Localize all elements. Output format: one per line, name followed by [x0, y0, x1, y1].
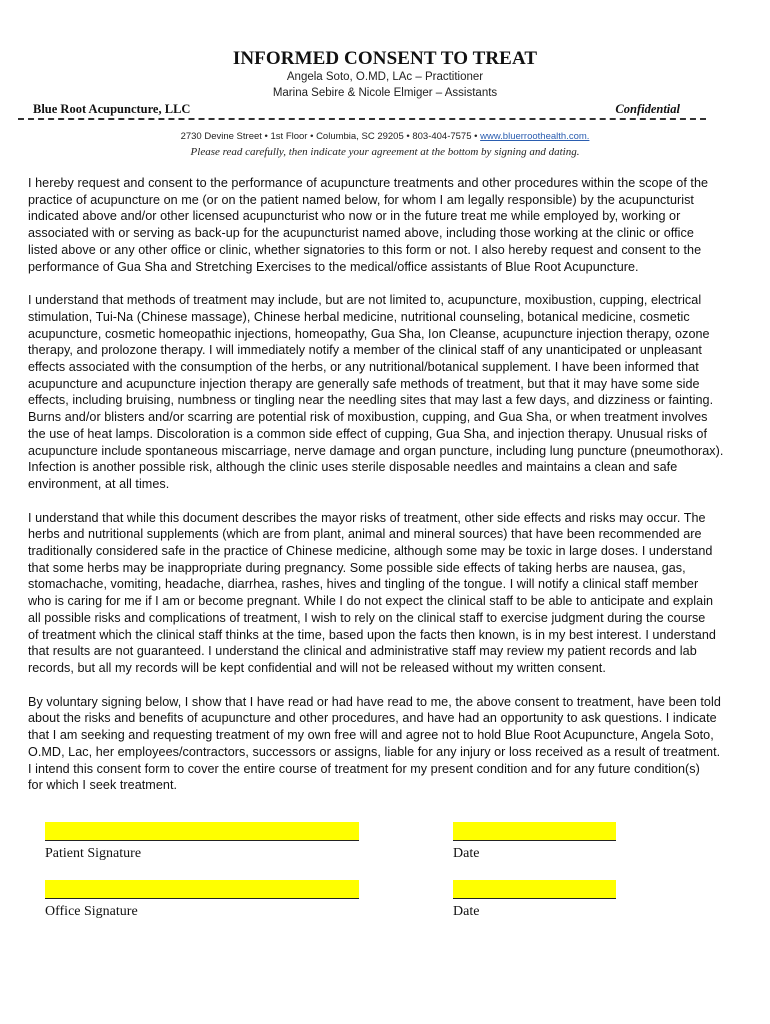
confidential-label: Confidential [615, 102, 680, 116]
paragraph-consent-request [28, 175, 768, 275]
body-line: all possible risks and complications of treatment, I wish to rely on the clinical staff to exercise judgment during the course [28, 610, 706, 625]
body-line: about the risks and benefits of acupuncture and other procedures, and have had an opportunity to ask questions. I indicate [28, 711, 717, 726]
body-line: indicated above and/or other licensed acupuncturist who now or in the future treat me while employed by, working or [28, 209, 681, 224]
body-line: Burns and/or blisters and/or scarring are potential risk of moxibustion, cupping, and Gua Sha, or when treatment involves [28, 410, 708, 425]
office-date-label: Date [453, 904, 480, 919]
body-line: Infection is another possible risk, although the clinic uses sterile disposable needles and maintains a clean and safe [28, 460, 678, 475]
patient-date-block [453, 822, 616, 862]
body-line: I understand that methods of treatment may include, but are not limited to, acupuncture, moxibustion, cupping, electrical [28, 293, 702, 308]
office-date-field[interactable] [453, 880, 616, 899]
assistants-line: Marina Sebire & Nicole Elmiger – Assistants [272, 87, 498, 99]
consent-body [28, 175, 768, 811]
body-line: I understand that while this document describes the mayor risks of treatment, other side effects and risks may occur. The [28, 510, 706, 525]
office-signature-label: Office Signature [45, 904, 138, 919]
office-date-block [453, 880, 616, 920]
body-line: effects associated with the consumption of the herbs, or any nutritional/botanical supplement. I have been informed that [28, 360, 699, 375]
company-name: Blue Root Acupuncture, LLC [33, 102, 191, 116]
body-line: performance of Gua Sha and Stretching Exercises to the medical/office assistants of Blue Root Acupuncture. [28, 259, 639, 274]
body-line: effects, including bruising, numbness or tingling near the needling sites that may last a few days, and dizziness or fainting. [28, 393, 714, 408]
body-line: the use of heat lamps. Discoloration is a common side effect of cupping, Gua Sha, and injection therapy. Unusual risks of [28, 426, 708, 441]
body-line: that some herbs may be inappropriate during pregnancy. Some possible side effects of taking herbs are nausea, gas, [28, 560, 686, 575]
patient-signature-field[interactable] [45, 822, 359, 841]
body-line: that I am seeking and requesting treatment of my own free will and agree not to hold Blue Root Acupuncture, Angela Soto, [28, 728, 714, 743]
patient-signature-block [45, 822, 359, 862]
body-line: of treatment which the clinical staff thinks at the time, based upon the facts then known, is in my best interest. I understand [28, 627, 716, 642]
paragraph-risks [28, 510, 768, 677]
body-line: listed above or any other office or clinic, whether signatories to this form or not. I also hereby request and consent to the [28, 242, 702, 257]
body-line: that results are not guaranteed. I understand the clinical and administrative staff may review my patient records and lab [28, 644, 697, 659]
body-line: therapy, and prolozone therapy. I will immediately notify a member of the clinical staff of any unanticipated or unpleasant [28, 343, 702, 358]
body-line: By voluntary signing below, I show that I have read or had have read to me, the above consent to treatment, have been told [28, 694, 721, 709]
body-line: for which I seek treatment. [28, 778, 178, 793]
body-line: environment, at all times. [28, 476, 170, 491]
body-line: stimulation, Tui-Na (Chinese massage), Chinese herbal medicine, nutritional counseling, botanical medicine, cosmetic [28, 309, 690, 324]
address-line [0, 131, 770, 142]
body-line: I hereby request and consent to the performance of acupuncture treatments and other procedures within the scope of the [28, 176, 709, 190]
body-line: herbs and nutritional supplements (which are from plant, animal and mineral sources) that have been recommended are [28, 527, 702, 542]
office-signature-block [45, 880, 359, 920]
patient-signature-label: Patient Signature [45, 846, 142, 861]
body-line: stomachache, vomiting, headache, diarrhea, rashes, hives and tingling of the tongue. I will notify a clinical staff member [28, 577, 699, 592]
paragraph-treatment-methods [28, 292, 768, 492]
website-link[interactable]: www.bluerroothealth.com. [480, 131, 590, 142]
body-line: records, but all my records will be kept confidential and will not be released without my written consent. [28, 660, 606, 675]
practitioner-line: Angela Soto, O.MD, LAc – Practitioner [286, 71, 484, 83]
body-line: practice of acupuncture on me (or on the patient named below, for whom I am legally responsible) by the acupuncturist [28, 192, 694, 207]
patient-date-field[interactable] [453, 822, 616, 841]
body-line: acupuncture include spontaneous miscarriage, nerve damage and organ puncture, including lung puncture (pneumothorax). [28, 443, 724, 458]
body-line: O.MD, Lac, her employees/contractors, successors or assigns, liable for any injury or loss received as a result of treatment. [28, 744, 721, 759]
body-line: acupuncture, cosmetic homeopathic injections, homeopathy, Gua Sha, Ion Cleanse, acupuncture injection therapy, ozone [28, 326, 710, 341]
body-line: associated with or serving as back-up for the acupuncturist named above, including those working at the clinic or office [28, 226, 694, 241]
instructions-text: Please read carefully, then indicate your agreement at the bottom by signing and dating. [190, 146, 580, 158]
body-line: acupuncture and acupuncture injection therapy are generally safe methods of treatment, but that it may have some side [28, 376, 700, 391]
body-line: who is caring for me if I am or become pregnant. While I do not expect the clinical staff to be able to anticipate and explain [28, 594, 714, 609]
address-text: 2730 Devine Street • 1st Floor • Columbia, SC 29205 • 803-404-7575 • [180, 131, 481, 142]
paragraph-agreement [28, 694, 768, 794]
office-signature-field[interactable] [45, 880, 359, 899]
document-title: INFORMED CONSENT TO TREAT [232, 48, 538, 69]
patient-date-label: Date [453, 846, 480, 861]
body-line: traditionally considered safe in the practice of Chinese medicine, although some may be toxic in large doses. I understand [28, 544, 713, 559]
body-line: I intend this consent form to cover the entire course of treatment for my present condition and for any future condition(s) [28, 761, 700, 776]
header-divider [18, 118, 706, 120]
